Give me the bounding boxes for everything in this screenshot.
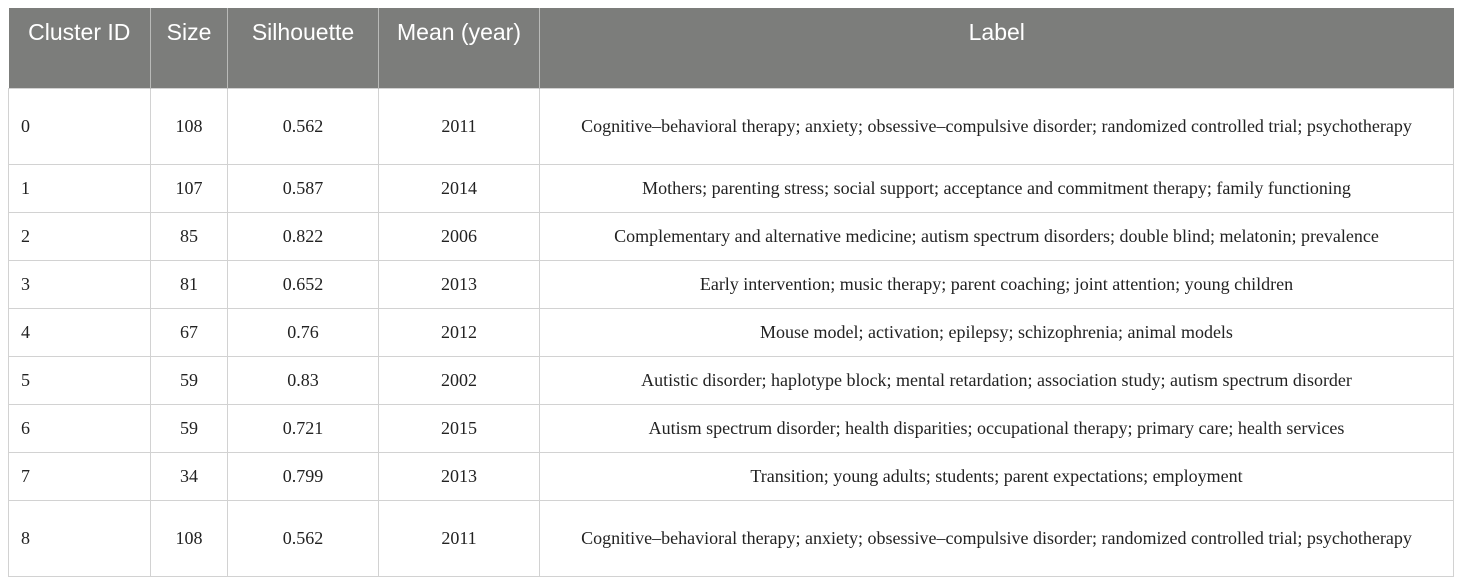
cell-mean-year: 2011: [379, 500, 540, 576]
cell-label: Autistic disorder; haplotype block; mental retardation; association study; autism spectrum disorder: [540, 356, 1454, 404]
cell-size: 108: [151, 500, 228, 576]
table-row: [9, 260, 1454, 308]
cell-mean-year: 2013: [379, 452, 540, 500]
cell-size: 34: [151, 452, 228, 500]
table-row: [9, 500, 1454, 576]
cell-cluster-id: 2: [9, 212, 151, 260]
cell-label: [540, 500, 1454, 576]
cell-cluster-id: 5: [9, 356, 151, 404]
cell-silhouette: 0.721: [228, 404, 379, 452]
cell-label: Early intervention; music therapy; parent coaching; joint attention; young children: [540, 260, 1454, 308]
table-row: [9, 356, 1454, 404]
header-label: Label: [540, 8, 1454, 88]
header-cluster-id: Cluster ID: [9, 8, 151, 88]
header-silhouette: Silhouette: [228, 8, 379, 88]
cell-silhouette: 0.587: [228, 164, 379, 212]
table-body: [9, 88, 1454, 576]
cell-label: Mouse model; activation; epilepsy; schizophrenia; animal models: [540, 308, 1454, 356]
header-mean-year: Mean (year): [379, 8, 540, 88]
cluster-table: [8, 8, 1454, 577]
cell-silhouette: 0.562: [228, 500, 379, 576]
header-size: Size: [151, 8, 228, 88]
cell-label: Complementary and alternative medicine; autism spectrum disorders; double blind; melatonin; prevalence: [540, 212, 1454, 260]
cluster-table-container: [8, 8, 1453, 577]
cell-silhouette: 0.799: [228, 452, 379, 500]
cell-cluster-id: 7: [9, 452, 151, 500]
cell-size: 85: [151, 212, 228, 260]
cell-cluster-id: 8: [9, 500, 151, 576]
cell-size: 108: [151, 88, 228, 164]
cell-size: 81: [151, 260, 228, 308]
cell-size: 67: [151, 308, 228, 356]
cell-mean-year: 2014: [379, 164, 540, 212]
header-row: [9, 8, 1454, 88]
cell-label: Autism spectrum disorder; health disparities; occupational therapy; primary care; health services: [540, 404, 1454, 452]
cell-silhouette: 0.822: [228, 212, 379, 260]
cell-cluster-id: 3: [9, 260, 151, 308]
cell-mean-year: 2011: [379, 88, 540, 164]
cell-label: Mothers; parenting stress; social support; acceptance and commitment therapy; family functioning: [540, 164, 1454, 212]
cell-mean-year: 2006: [379, 212, 540, 260]
cell-silhouette: 0.76: [228, 308, 379, 356]
cell-size: 59: [151, 404, 228, 452]
cell-silhouette: 0.652: [228, 260, 379, 308]
table-row: [9, 404, 1454, 452]
cell-mean-year: 2002: [379, 356, 540, 404]
cell-mean-year: 2013: [379, 260, 540, 308]
cell-size: 107: [151, 164, 228, 212]
cell-silhouette: 0.83: [228, 356, 379, 404]
cell-label: Transition; young adults; students; parent expectations; employment: [540, 452, 1454, 500]
cell-cluster-id: 4: [9, 308, 151, 356]
table-row: [9, 212, 1454, 260]
cell-silhouette: 0.562: [228, 88, 379, 164]
cell-cluster-id: 1: [9, 164, 151, 212]
cell-cluster-id: 0: [9, 88, 151, 164]
table-header: [9, 8, 1454, 88]
table-row: [9, 452, 1454, 500]
table-row: [9, 88, 1454, 164]
label-text: Cognitive–behavioral therapy; anxiety; obsessive–compulsive disorder; randomized controlled trial; psychotherapy: [581, 528, 1412, 548]
cell-mean-year: 2015: [379, 404, 540, 452]
table-row: [9, 308, 1454, 356]
table-row: [9, 164, 1454, 212]
cell-size: 59: [151, 356, 228, 404]
cell-cluster-id: 6: [9, 404, 151, 452]
label-text: Cognitive–behavioral therapy; anxiety; obsessive–compulsive disorder; randomized controlled trial; psychotherapy: [581, 116, 1412, 136]
cell-mean-year: 2012: [379, 308, 540, 356]
cell-label: [540, 88, 1454, 164]
